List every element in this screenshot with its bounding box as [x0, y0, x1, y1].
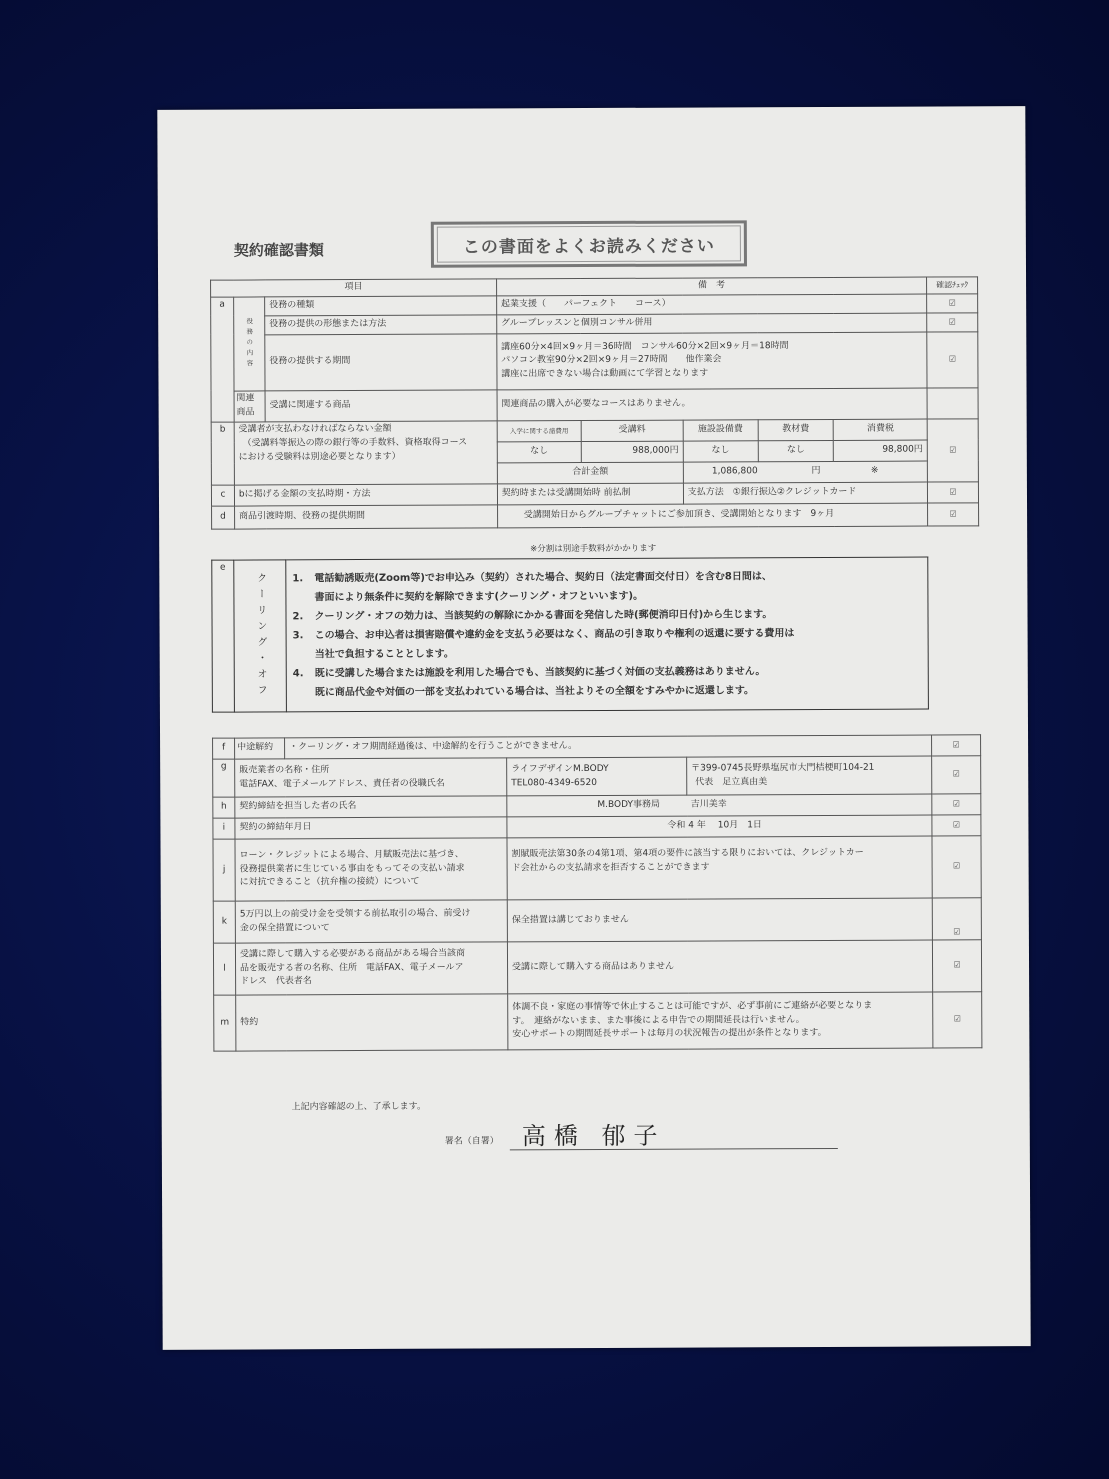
- item-line: 受講者が支払わなければならない金額: [238, 423, 392, 435]
- contract-date-value: 令和 4 年 10月 1日: [507, 815, 932, 838]
- check-icon: ☑: [932, 898, 981, 940]
- credit-defense-item: [235, 838, 507, 901]
- person-name: 吉川美幸: [690, 799, 727, 810]
- fee-header-admission: 入学に関する諸費用: [497, 420, 581, 441]
- row-letter-l: l: [213, 943, 235, 995]
- remarks-line: パソコン教室90分×2回×9ヶ月＝27時間 他作業会: [501, 354, 722, 366]
- header-item: 項目: [211, 279, 497, 297]
- special-terms-item: 特約: [236, 994, 508, 1051]
- item-line: 電話勧誘販売(Zoom等)でお申込み（契約）された場合、契約日（法定書面交付日）を含む8日間は、: [314, 571, 772, 585]
- payment-timing-remarks: 契約時または受講開始時 前払制: [497, 483, 683, 505]
- fee-tuition-value: 988,000円: [581, 441, 683, 462]
- row-letter-c: c: [211, 485, 234, 506]
- document-title: 契約確認書類: [233, 241, 324, 260]
- fee-facility-value: なし: [683, 441, 758, 462]
- check-icon: ☑: [927, 294, 978, 313]
- service-type-remarks: 起業支援（ パーフェクト コース）: [496, 294, 926, 315]
- item-line: 販売業者の名称・住所: [239, 764, 330, 776]
- check-icon: ☑: [932, 735, 981, 756]
- item-line: （受講料等振込の際の銀行等の手数料、資格取得コース: [242, 437, 468, 449]
- remarks-line: 割賦販売法第30条の4第1項、第4項の要件に該当する限りにおいては、クレジットカー: [511, 847, 864, 860]
- remarks-line: 講座に出席できない場合は動画にて学習となります: [501, 368, 709, 380]
- item-line: 電話FAX、電子メールアドレス、責任者の役職氏名: [239, 778, 445, 790]
- item-line: 金の保全措置について: [239, 922, 330, 934]
- item-line: に対抗できること（抗弁権の接続）について: [239, 877, 420, 889]
- dept-name: M.BODY事務局: [597, 799, 661, 811]
- person-in-charge-remarks: [507, 794, 932, 817]
- cooling-off-table: [211, 557, 929, 713]
- row-letter-f: f: [213, 738, 235, 759]
- item-line: 役務提供業者に生じている事由をもってその支払い請求: [239, 863, 465, 875]
- handwritten-signature: 高橋 郁子: [521, 1121, 666, 1151]
- service-period-remarks: [497, 332, 927, 390]
- check-icon: ☑: [932, 794, 981, 815]
- remarks-line: ド会社からの支払請求を拒否することができます: [511, 862, 710, 874]
- service-content-label: 役務の内容: [233, 297, 265, 391]
- related-goods-label: 関連商品: [234, 391, 265, 422]
- installment-note: ※分割は別途手数料がかかります: [530, 543, 657, 555]
- check-icon: ☑: [927, 313, 978, 332]
- cooling-off-label: クーリング・オフ: [234, 560, 287, 712]
- check-icon: ☑: [932, 815, 981, 836]
- item-number: 1.: [292, 573, 304, 585]
- item-line: 既に受講した場合または施設を利用した場合でも、当該契約に基づく対価の支払義務はありません。: [314, 666, 766, 680]
- fee-header-tax: 消費税: [834, 419, 928, 440]
- seller-info-item: [235, 758, 507, 797]
- check-icon: ☑: [932, 940, 981, 992]
- fee-tax-value: 98,800円: [834, 440, 928, 461]
- company-tel: TEL080-4349-6520: [511, 777, 597, 788]
- item-number: 2.: [292, 611, 304, 623]
- company-address: 〒399-0745長野県塩尻市大門桔梗町104-21: [691, 762, 875, 774]
- check-empty: [927, 388, 978, 419]
- remarks-line: す。 連絡がないまま、また事後による申告での期間延長は行いません。: [512, 1014, 805, 1026]
- check-icon: ☑: [932, 836, 981, 898]
- contract-table-main: [210, 276, 979, 529]
- cooling-off-item-1: [292, 567, 921, 608]
- row-letter-a: a: [211, 297, 234, 422]
- row-letter-h: h: [213, 797, 235, 818]
- row-letter-d: d: [212, 506, 235, 529]
- service-type-item: 役務の種類: [265, 296, 497, 316]
- row-letter-b: b: [211, 422, 234, 485]
- contract-table-details: [212, 734, 982, 1051]
- advance-payment-item: [235, 900, 507, 943]
- cancellation-label: 中途解約: [235, 738, 285, 759]
- total-amount: [683, 461, 927, 483]
- item-number: 4.: [292, 668, 304, 680]
- notice-box: [431, 220, 747, 267]
- signature-label: 署名（自署）: [444, 1136, 499, 1147]
- header-remarks: 備 考: [496, 277, 926, 296]
- remarks-line: 安心サポートの期間延長サポートは毎月の状況報告の提出が条件となります。: [512, 1028, 827, 1040]
- seller-address: [687, 756, 932, 795]
- service-form-item: 役務の提供の形態または方法: [265, 315, 497, 335]
- item-number: 3.: [292, 630, 304, 642]
- delivery-period-remarks: 受講開始日からグループチャットにご参加頂き、受講開始となります 9ヶ月: [497, 503, 927, 528]
- row-letter-j: j: [213, 839, 235, 901]
- delivery-period-item: 商品引渡時期、役務の提供期間: [234, 505, 497, 529]
- payment-amount-item: [234, 421, 497, 485]
- check-icon: ☑: [932, 756, 981, 794]
- special-terms-remarks: [508, 992, 933, 1050]
- check-icon: ☑: [927, 332, 978, 388]
- payment-method-remarks: 支払方法 ①銀行振込②クレジットカード: [683, 482, 927, 504]
- company-representative: 代表 足立真由美: [695, 776, 768, 788]
- required-goods-remarks: 受講に際して購入する商品はありません: [507, 940, 932, 994]
- check-icon: ☑: [927, 482, 978, 503]
- advance-payment-remarks: 保全措置は講じておりません: [507, 898, 932, 942]
- remarks-line: 講座60分×4回×9ヶ月＝36時間 コンサル60分×2回×9ヶ月＝18時間: [501, 340, 789, 352]
- contract-paper: [157, 106, 1030, 1350]
- check-icon: ☑: [928, 503, 979, 526]
- cooling-off-items: [286, 557, 929, 712]
- payment-timing-item: bに掲げる金額の支払時期・方法: [234, 484, 497, 506]
- item-line: 5万円以上の前受け金を受領する前払取引の場合、前受け: [239, 908, 471, 920]
- item-line: 受講に際して購入する必要がある商品がある場合当該商: [239, 948, 466, 960]
- contract-date-item: 契約の締結年月日: [235, 817, 507, 839]
- cancellation-remarks: ・クーリング・オフ期間経過後は、中途解約を行うことができません。: [285, 735, 932, 759]
- item-line: 当社で負担することとします。: [314, 648, 454, 661]
- service-period-item: 役務の提供する期間: [265, 334, 497, 391]
- item-line: ローン・クレジットによる場合、月賦販売法に基づき、: [239, 849, 464, 861]
- row-letter-m: m: [214, 995, 236, 1051]
- item-line: 書面により無条件に契約を解除できます(クーリング・オフといいます)。: [314, 590, 644, 604]
- related-goods-item: 受講に関連する商品: [265, 390, 497, 422]
- total-value: 1,086,800: [711, 466, 758, 477]
- fee-header-facility: 施設設備費: [683, 420, 758, 441]
- required-goods-item: [235, 942, 507, 995]
- cooling-off-item-3: [293, 624, 922, 665]
- item-line: ドレス 代表者名: [240, 976, 312, 988]
- seller-company: [507, 757, 687, 796]
- related-goods-remarks: 関連商品の購入が必要なコースはありません。: [497, 388, 927, 421]
- company-name: ライフデザインM.BODY: [511, 763, 609, 774]
- fee-admission-value: なし: [497, 441, 581, 462]
- confirm-text: 上記内容確認の上、了承します。: [291, 1101, 426, 1113]
- item-line: における受験料は別途必要となります）: [238, 451, 401, 463]
- row-letter-k: k: [213, 901, 235, 943]
- total-mark: ※: [870, 465, 879, 476]
- check-icon: ☑: [927, 419, 978, 482]
- total-label: 合計金額: [497, 462, 683, 484]
- check-icon: ☑: [933, 992, 982, 1048]
- item-line: クーリング・オフの効力は、当該契約の解除にかかる書面を発信した時(郵便消印日付)から生じます。: [314, 609, 773, 623]
- fee-header-tuition: 受講料: [581, 420, 683, 441]
- row-letter-g: g: [213, 759, 235, 797]
- cooling-off-item-4: [293, 662, 922, 703]
- row-letter-e: e: [212, 560, 235, 712]
- total-unit: 円: [811, 465, 821, 476]
- credit-defense-remarks: [507, 836, 932, 900]
- fee-header-materials: 教材費: [758, 419, 834, 440]
- item-line: 既に商品代金や対価の一部を支払われている場合は、当社よりその全額をすみやかに返還します。: [314, 685, 755, 699]
- remarks-line: 体調不良・家庭の事情等で休止することは可能ですが、必ず事前にご連絡が必要となりま: [512, 1000, 873, 1012]
- item-line: この場合、お申込者は損害賠償や違約金を支払う必要はなく、商品の引き取りや権利の返還に要する費用は: [314, 628, 795, 642]
- item-line: 品を販売する者の名称、住所 電話FAX、電子メールア: [240, 962, 464, 974]
- fee-materials-value: なし: [758, 440, 834, 461]
- header-check: 確認ﾁｪｯｸ: [927, 277, 978, 294]
- service-form-remarks: グループレッスンと個別コンサル併用: [496, 313, 926, 334]
- notice-text: この書面をよくお読みください: [437, 225, 741, 262]
- row-letter-i: i: [213, 818, 235, 839]
- person-in-charge-item: 契約締結を担当した者の氏名: [235, 796, 507, 818]
